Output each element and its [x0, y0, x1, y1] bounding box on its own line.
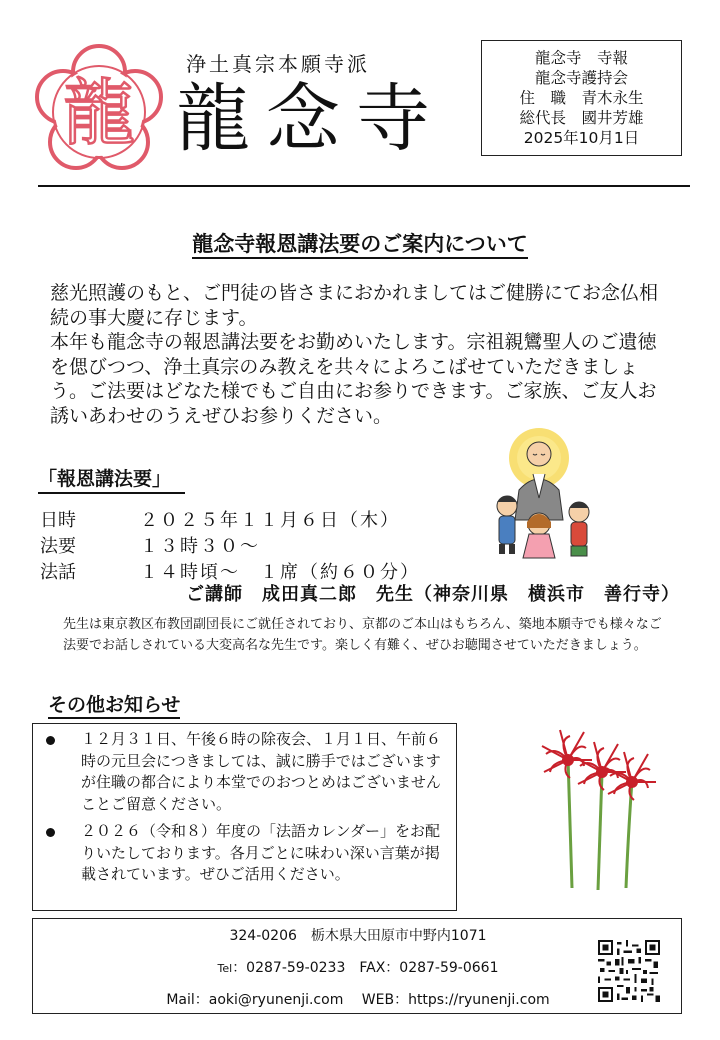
temple-crest-logo [30, 42, 168, 180]
lecturer-description: 先生は東京教区布教団副団長にご就任されており、京都のご本山はもちろん、築地本願寺でも様々なご法要でお話しされている大変高名な先生です。楽しく有難く、ぜひお聴聞させていただきましょう。 [63, 617, 662, 653]
event-row-label: 法要 [40, 536, 76, 557]
notice-title-text: 龍念寺報恩講法要のご案内について [192, 232, 528, 259]
info-line: 龍念寺 寺報 [534, 49, 628, 67]
info-line: 総代長 國井芳雄 [519, 109, 644, 127]
info-line: 住 職 青木永生 [519, 89, 644, 107]
other-news-heading: その他お知らせ [48, 690, 180, 717]
spider-lily-illustration [520, 718, 670, 898]
logo-character: 龍 [62, 71, 136, 155]
sect-name: 浄土真宗本願寺派 [186, 52, 370, 76]
bullet-dot-icon [46, 828, 55, 837]
footer-phone [33, 957, 683, 977]
lecturer-line: ご講師 成田真二郎 先生（神奈川県 横浜市 善行寺） [186, 584, 680, 605]
notice-title [0, 228, 720, 258]
footer-mail-web: Mail：aoki@ryunenji.com WEB：https://ryunenji.com [166, 992, 550, 1008]
event-row-label: 日時 [40, 510, 76, 531]
event-row-value: １４時頃～ １席（約６０分） [140, 562, 420, 583]
footer-address: 324-0206 栃木県大田原市中野内1071 [229, 928, 487, 944]
news-item [43, 821, 448, 886]
event-row-label: 法話 [40, 562, 76, 583]
qr-code-icon[interactable] [598, 940, 660, 1002]
event-row-value: １３時３０～ [140, 536, 260, 557]
event-row-date [40, 506, 400, 532]
event-row-value: ２０２５年１１月６日（木） [140, 510, 400, 531]
tel-label: Tel [217, 962, 233, 975]
bullet-dot-icon [46, 736, 55, 745]
news-item-text: １２月３１日、午後６時の除夜会、１月１日、午前６時の元旦会につきましては、誠に勝手ではございますが住職の都合により本堂でのおつとめはございませんことご留意ください。 [81, 730, 442, 813]
event-heading: 「報恩講法要」 [38, 464, 171, 491]
monk-and-children-illustration [487, 428, 607, 563]
bulletin-info-box [481, 40, 682, 156]
footer-phone-text: ：0287-59-0233 FAX：0287-59-0661 [232, 960, 499, 976]
greeting-paragraph-1: 慈光照護のもと、ご門徒の皆さまにおかれましてはご健勝にてお念仏相続の事大慶に存じます。 [50, 282, 659, 329]
event-row-service [40, 532, 260, 558]
news-item-text: ２０２６（令和８）年度の「法語カレンダー」をお配りいたしております。各月ごとに味わい深い言葉が掲載されています。ぜひご活用ください。 [81, 822, 441, 883]
news-item [43, 729, 448, 815]
greeting-paragraph-2: 本年も龍念寺の報恩講法要をお勤めいたします。宗祖親鸞聖人のご遺徳を偲びつつ、浄土真宗のみ教えを共々によろこばせていただきましょう。ご法要はどなた様でもご自由にお参りできます。ご家族、ご友人お誘いあわせのうえぜひお参りください。 [50, 331, 657, 427]
info-line: 龍念寺護持会 [534, 69, 628, 87]
contact-footer [32, 918, 682, 1014]
temple-name: 龍念寺 [176, 76, 446, 162]
other-news-box [32, 723, 457, 911]
header-divider [38, 185, 690, 187]
greeting-text [50, 281, 675, 428]
info-date: 2025年10月1日 [523, 129, 640, 147]
